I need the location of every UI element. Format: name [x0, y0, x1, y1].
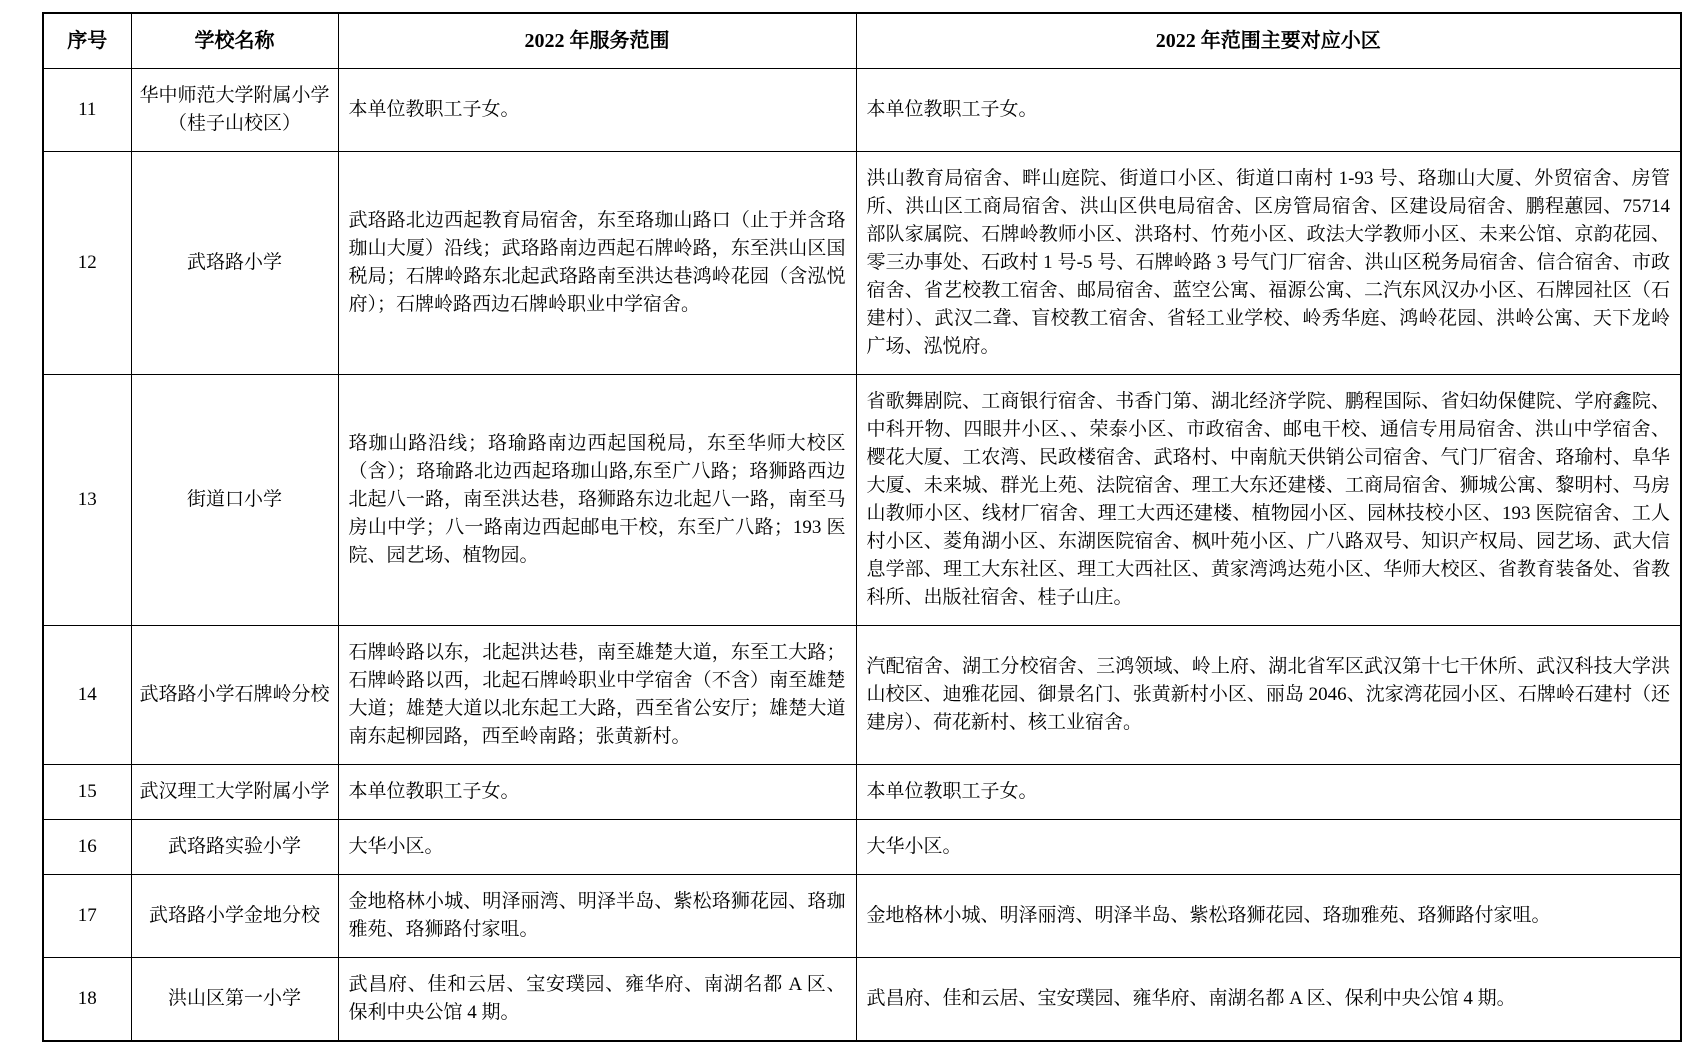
- cell-service-scope: 金地格林小城、明泽丽湾、明泽半岛、紫松珞狮花园、珞珈雅苑、珞狮路付家咀。: [338, 875, 856, 958]
- table-row: [43, 375, 1681, 626]
- cell-service-scope: 石牌岭路以东，北起洪达巷，南至雄楚大道，东至工大路；石牌岭路以西，北起石牌岭职业中学宿舍（不含）南至雄楚大道；雄楚大道以北东起工大路，西至省公安厅；雄楚大道南东起柳园路，西至岭南路；张黄新村。: [338, 626, 856, 765]
- cell-service-scope: 大华小区。: [338, 820, 856, 875]
- cell-school-name: 武汉理工大学附属小学: [131, 765, 338, 820]
- table-row: [43, 820, 1681, 875]
- cell-communities: 本单位教职工子女。: [856, 69, 1681, 152]
- cell-school-name: 武珞路小学: [131, 152, 338, 375]
- table-row: [43, 958, 1681, 1042]
- cell-service-scope: 珞珈山路沿线；珞瑜路南边西起国税局，东至华师大校区（含）；珞瑜路北边西起珞珈山路,东至广八路；珞狮路西边北起八一路，南至洪达巷，珞狮路东边北起八一路，南至马房山中学；八一路南边西起邮电干校，东至广八路；193 医院、园艺场、植物园。: [338, 375, 856, 626]
- cell-communities: 武昌府、佳和云居、宝安璞园、雍华府、南湖名都 A 区、保利中央公馆 4 期。: [856, 958, 1681, 1042]
- table-container: [42, 12, 1682, 1042]
- cell-serial-number: 16: [43, 820, 131, 875]
- cell-serial-number: 14: [43, 626, 131, 765]
- cell-communities: 金地格林小城、明泽丽湾、明泽半岛、紫松珞狮花园、珞珈雅苑、珞狮路付家咀。: [856, 875, 1681, 958]
- table-row: [43, 152, 1681, 375]
- cell-service-scope: 本单位教职工子女。: [338, 69, 856, 152]
- col-header-communities: 2022 年范围主要对应小区: [856, 13, 1681, 69]
- cell-school-name: 洪山区第一小学: [131, 958, 338, 1042]
- header-row: [43, 13, 1681, 69]
- cell-serial-number: 18: [43, 958, 131, 1042]
- cell-serial-number: 17: [43, 875, 131, 958]
- cell-communities: 大华小区。: [856, 820, 1681, 875]
- col-header-serial-number: 序号: [43, 13, 131, 69]
- cell-serial-number: 15: [43, 765, 131, 820]
- table-row: [43, 765, 1681, 820]
- cell-communities: 本单位教职工子女。: [856, 765, 1681, 820]
- cell-communities: 洪山教育局宿舍、畔山庭院、街道口小区、街道口南村 1-93 号、珞珈山大厦、外贸宿舍、房管所、洪山区工商局宿舍、洪山区供电局宿舍、区房管局宿舍、区建设局宿舍、鹏程蕙园、75714 部队家属院、石牌岭教师小区、洪珞村、竹苑小区、政法大学教师小区、未来公馆、京韵花园、零三办事处、石政村 1 号-5 号、石牌岭路 3 号气门厂宿舍、洪山区税务局宿舍、信合宿舍、市政宿舍、省艺校教工宿舍、邮局宿舍、蓝空公寓、福源公寓、二汽东风汉办小区、石牌园社区（石建村）、武汉二聋、盲校教工宿舍、省轻工业学校、岭秀华庭、鸿岭花园、洪岭公寓、天下龙岭广场、泓悦府。: [856, 152, 1681, 375]
- table-body: [43, 69, 1681, 1042]
- cell-service-scope: 武珞路北边西起教育局宿舍，东至珞珈山路口（止于并含珞珈山大厦）沿线；武珞路南边西起石牌岭路，东至洪山区国税局；石牌岭路东北起武珞路南至洪达巷鸿岭花园（含泓悦府）；石牌岭路西边石牌岭职业中学宿舍。: [338, 152, 856, 375]
- cell-school-name: 武珞路小学石牌岭分校: [131, 626, 338, 765]
- cell-school-name: 武珞路小学金地分校: [131, 875, 338, 958]
- cell-serial-number: 12: [43, 152, 131, 375]
- table-row: [43, 626, 1681, 765]
- table-row: [43, 69, 1681, 152]
- cell-school-name: 华中师范大学附属小学（桂子山校区）: [131, 69, 338, 152]
- cell-communities: 汽配宿舍、湖工分校宿舍、三鸿领域、岭上府、湖北省军区武汉第十七干休所、武汉科技大学洪山校区、迪雅花园、御景名门、张黄新村小区、丽岛 2046、沈家湾花园小区、石牌岭石建村（还建房）、荷花新村、核工业宿舍。: [856, 626, 1681, 765]
- cell-service-scope: 本单位教职工子女。: [338, 765, 856, 820]
- cell-serial-number: 13: [43, 375, 131, 626]
- col-header-service-scope: 2022 年服务范围: [338, 13, 856, 69]
- cell-service-scope: 武昌府、佳和云居、宝安璞园、雍华府、南湖名都 A 区、保利中央公馆 4 期。: [338, 958, 856, 1042]
- cell-serial-number: 11: [43, 69, 131, 152]
- cell-communities: 省歌舞剧院、工商银行宿舍、书香门第、湖北经济学院、鹏程国际、省妇幼保健院、学府鑫院、中科开物、四眼井小区、、荣泰小区、市政宿舍、邮电干校、通信专用局宿舍、洪山中学宿舍、樱花大厦、工农湾、民政楼宿舍、武珞村、中南航天供销公司宿舍、气门厂宿舍、珞瑜村、阜华大厦、未来城、群光上苑、法院宿舍、理工大东还建楼、工商局宿舍、狮城公寓、黎明村、马房山教师小区、线材厂宿舍、理工大西还建楼、植物园小区、园林技校小区、193 医院宿舍、工人村小区、菱角湖小区、东湖医院宿舍、枫叶苑小区、广八路双号、知识产权局、园艺场、武大信息学部、理工大东社区、理工大西社区、黄家湾鸿达苑小区、华师大校区、省教育装备处、省教科所、出版社宿舍、桂子山庄。: [856, 375, 1681, 626]
- col-header-school-name: 学校名称: [131, 13, 338, 69]
- cell-school-name: 街道口小学: [131, 375, 338, 626]
- school-service-table: [42, 12, 1682, 1042]
- table-row: [43, 875, 1681, 958]
- cell-school-name: 武珞路实验小学: [131, 820, 338, 875]
